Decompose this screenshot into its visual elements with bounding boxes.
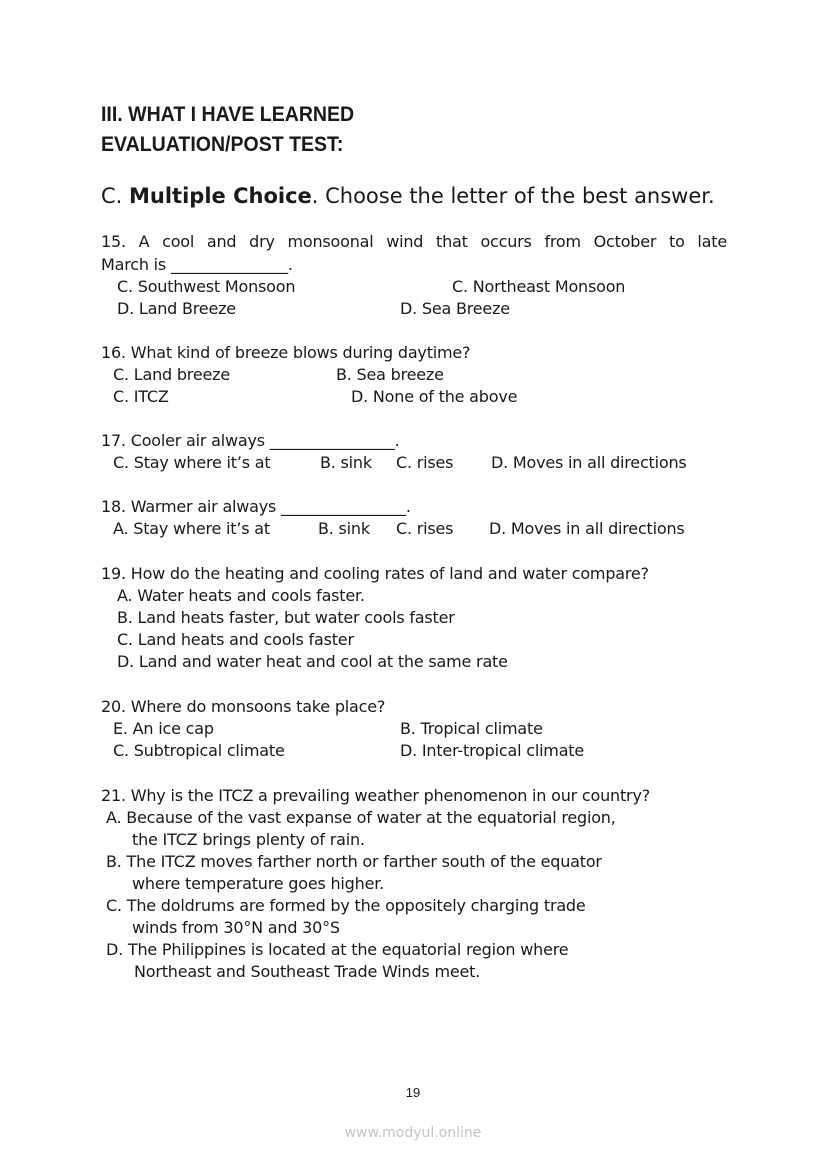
option: D. None of the above	[351, 387, 518, 406]
option: A. Stay where it’s at	[113, 519, 270, 538]
question-16-stem: 16. What kind of breeze blows during daytime?	[101, 343, 471, 362]
option: B. Tropical climate	[400, 719, 543, 738]
watermark: www.modyul.online	[344, 1125, 482, 1141]
option: C. ITCZ	[113, 387, 169, 406]
option: D. Inter-tropical climate	[400, 741, 585, 760]
option: D. The Philippines is located at the equatorial region where	[106, 940, 569, 959]
instruction-bold: Multiple Choice	[129, 184, 312, 208]
option-cont: the ITCZ brings plenty of rain.	[132, 830, 365, 849]
option: B. Land heats faster, but water cools faster	[117, 608, 455, 627]
option-cont: Northeast and Southeast Trade Winds meet.	[134, 962, 481, 981]
option: A. Because of the vast expanse of water at the equatorial region,	[106, 808, 616, 827]
instruction-text: . Choose the letter of the best answer.	[311, 184, 715, 208]
option: D. Sea Breeze	[400, 299, 510, 318]
option-cont: where temperature goes higher.	[132, 874, 385, 893]
question-20-stem: 20. Where do monsoons take place?	[101, 697, 386, 716]
question-15-stem: 15. A cool and dry monsoonal wind that occurs from October to late	[101, 232, 727, 251]
question-21-stem: 21. Why is the ITCZ a prevailing weather phenomenon in our country?	[101, 786, 650, 805]
option: D. Land Breeze	[117, 299, 236, 318]
option: B. The ITCZ moves farther north or farther south of the equator	[106, 852, 602, 871]
instruction-prefix: C.	[101, 184, 130, 208]
option: D. Land and water heat and cool at the same rate	[117, 652, 508, 671]
option: C. Stay where it’s at	[113, 453, 271, 472]
option: B. Sea breeze	[336, 365, 444, 384]
instruction	[101, 181, 715, 211]
option: C. Subtropical climate	[113, 741, 285, 760]
option: D. Moves in all directions	[491, 453, 687, 472]
option: B. sink	[320, 453, 372, 472]
option: A. Water heats and cools faster.	[117, 586, 365, 605]
option: C. rises	[396, 453, 454, 472]
option: C. Land breeze	[113, 365, 230, 384]
option: C. The doldrums are formed by the oppositely charging trade	[106, 896, 586, 915]
question-17-stem: 17. Cooler air always ________________.	[101, 431, 400, 450]
option: C. Northeast Monsoon	[452, 277, 626, 296]
question-15-stem-cont: March is _______________.	[101, 255, 293, 274]
subsection-heading: EVALUATION/POST TEST:	[101, 133, 344, 156]
option: B. sink	[318, 519, 370, 538]
option: C. rises	[396, 519, 454, 538]
option: C. Land heats and cools faster	[117, 630, 354, 649]
page-number: 19	[405, 1085, 421, 1100]
section-heading: III. WHAT I HAVE LEARNED	[101, 103, 355, 126]
question-19-stem: 19. How do the heating and cooling rates of land and water compare?	[101, 564, 649, 583]
question-18-stem: 18. Warmer air always ________________.	[101, 497, 411, 516]
option: E. An ice cap	[113, 719, 214, 738]
option-cont: winds from 30°N and 30°S	[132, 918, 340, 937]
option: C. Southwest Monsoon	[117, 277, 296, 296]
option: D. Moves in all directions	[489, 519, 685, 538]
